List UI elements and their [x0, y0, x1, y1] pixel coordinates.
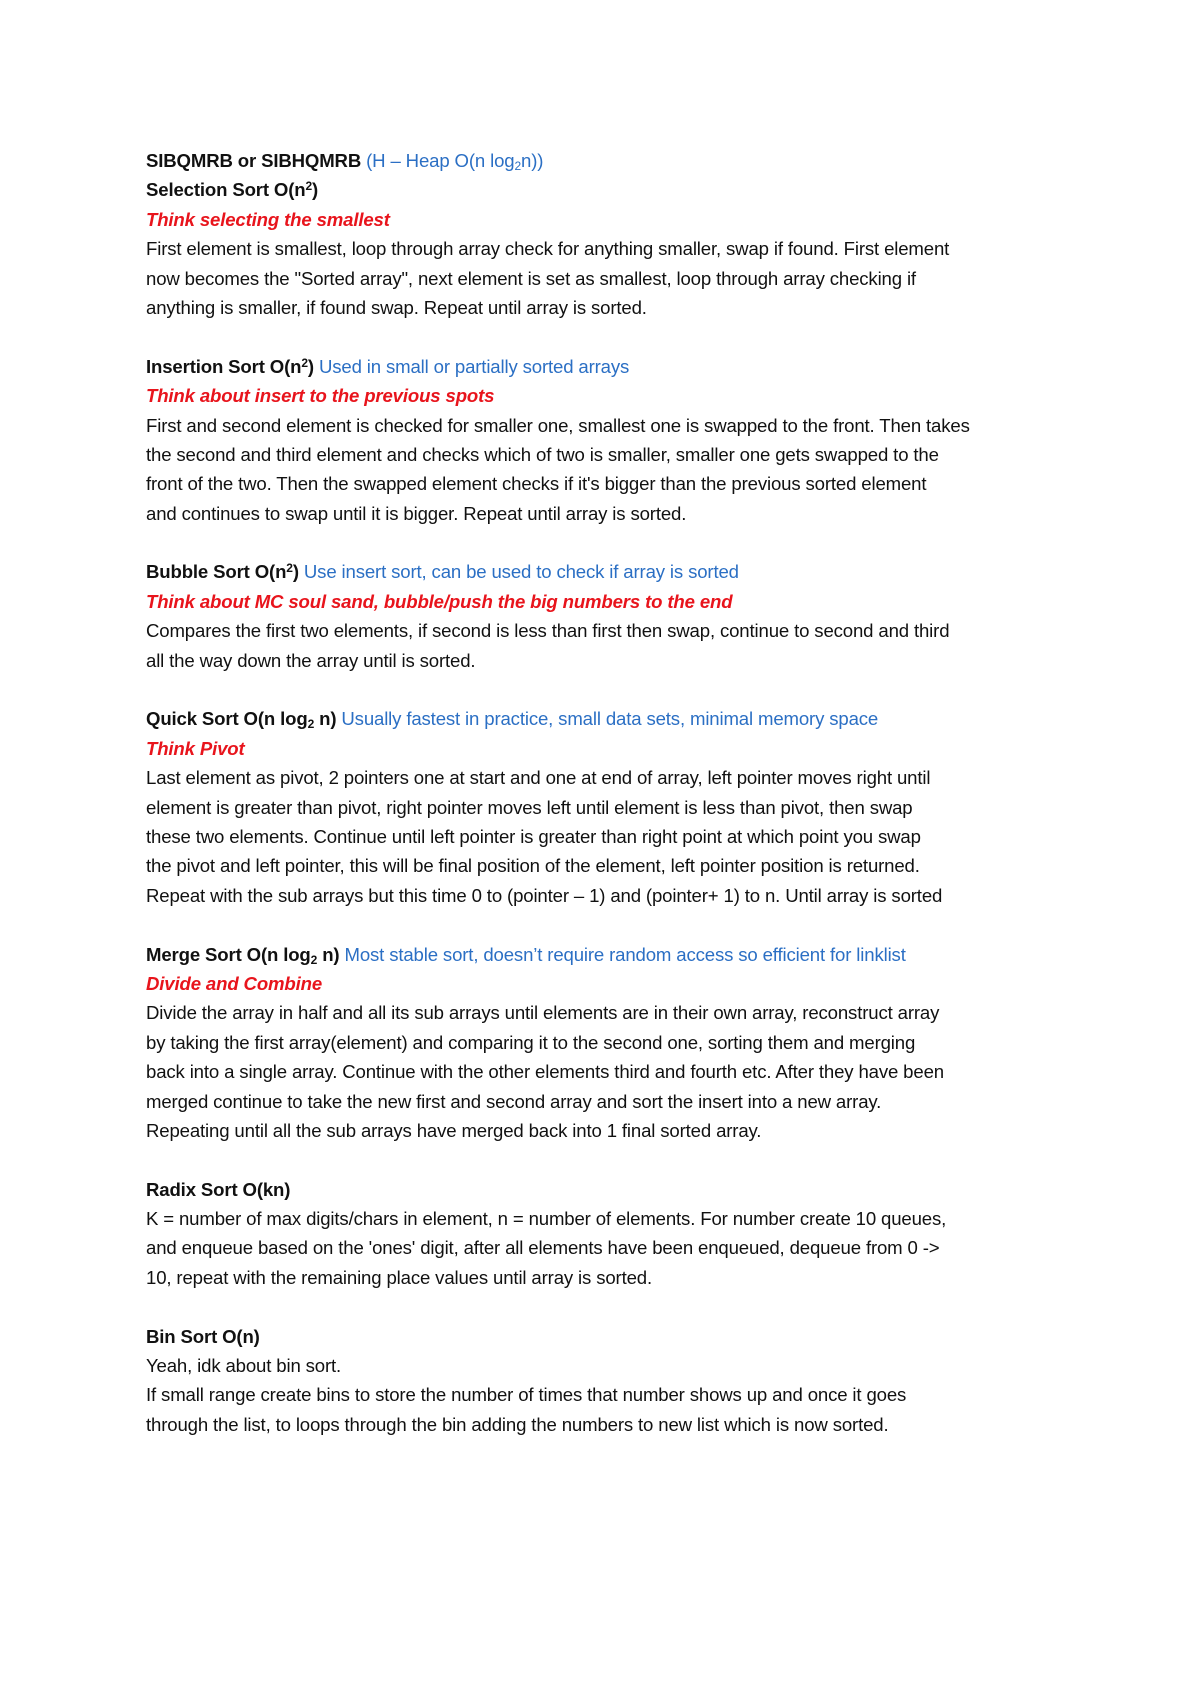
bubble-title-prefix: Bubble Sort O(n [146, 561, 287, 583]
merge-title-sub: 2 [310, 952, 318, 967]
spacer [146, 1145, 1086, 1174]
selection-sort-title [146, 175, 1086, 204]
merge-sort-title [146, 944, 339, 965]
radix-body-line: K = number of max digits/chars in element, n = number of elements. For number create 10 queues, [146, 1208, 947, 1230]
bubble-title-suffix: ) [292, 561, 299, 583]
spacer [146, 910, 1086, 939]
merge-body-line: by taking the first array(element) and comparing it to the second one, sorting them and merging [146, 1031, 916, 1053]
insertion-sort-title [146, 356, 314, 377]
spacer [146, 322, 1086, 351]
quick-sort-heading [146, 704, 1086, 733]
radix-body-line: and enqueue based on the 'ones' digit, after all elements have been enqueued, dequeue from 0 -> [146, 1237, 940, 1259]
insertion-sort-heading [146, 352, 1086, 381]
heap-note-sub: 2 [514, 159, 522, 173]
spacer [146, 675, 1086, 704]
insertion-title-prefix: Insertion Sort O(n [146, 355, 302, 377]
bin-body-line: Yeah, idk about bin sort. [146, 1355, 342, 1377]
insertion-title-sup: 2 [301, 355, 308, 370]
selection-body-line: anything is smaller, if found swap. Repeat until array is sorted. [146, 296, 647, 318]
insertion-body-line: the second and third element and checks which of two is smaller, smaller one gets swapped to the [146, 443, 939, 465]
heap-note-suffix: n)) [521, 150, 544, 171]
bubble-sort-heading [146, 557, 1086, 586]
bubble-body-line: Compares the first two elements, if second is less than first then swap, continue to second and third [146, 620, 950, 642]
merge-title-suffix: n) [317, 943, 340, 965]
quick-body-line: these two elements. Continue until left pointer is greater than right point at which point you swap [146, 825, 921, 847]
insertion-body-line: First and second element is checked for smaller one, smallest one is swapped to the front. Then takes [146, 414, 970, 436]
selection-body-line: First element is smallest, loop through array check for anything smaller, swap if found. First element [146, 238, 950, 260]
mnemonic-text: SIBQMRB or SIBHQMRB [146, 150, 362, 171]
bubble-sort-title [146, 561, 299, 582]
merge-title-prefix: Merge Sort O(n log [146, 943, 311, 965]
merge-sort-heading [146, 940, 1086, 969]
selection-title-prefix: Selection Sort O(n [146, 179, 306, 201]
insertion-body-line: front of the two. Then the swapped element checks if it's bigger than the previous sorted element [146, 473, 927, 495]
bubble-sort-note: Use insert sort, can be used to check if array is sorted [303, 561, 739, 583]
quick-body-line: element is greater than pivot, right pointer moves left until element is less than pivot, then swap [146, 796, 913, 818]
selection-sort-hint: Think selecting the smallest [146, 208, 390, 230]
quick-title-sub: 2 [307, 717, 315, 732]
merge-body-line: Divide the array in half and all its sub arrays until elements are in their own array, reconstruct array [146, 1002, 940, 1024]
bin-body-line: If small range create bins to store the number of times that number shows up and once it goes [146, 1384, 907, 1406]
heap-note [366, 150, 543, 171]
quick-title-prefix: Quick Sort O(n log [146, 708, 308, 730]
quick-sort-note: Usually fastest in practice, small data sets, minimal memory space [341, 708, 879, 730]
selection-title-sup: 2 [305, 179, 313, 194]
bubble-body-line: all the way down the array until is sorted. [146, 649, 476, 671]
bin-body-line: through the list, to loops through the bin adding the numbers to new list which is now sorted. [146, 1413, 889, 1435]
radix-sort-title: Radix Sort O(kn) [146, 1178, 291, 1200]
merge-body-line: merged continue to take the new first and second array and sort the insert into a new array. [146, 1090, 882, 1112]
quick-sort-title [146, 708, 337, 732]
merge-body-line: Repeating until all the sub arrays have merged back into 1 final sorted array. [146, 1119, 762, 1141]
bin-sort-title: Bin Sort O(n) [146, 1325, 260, 1347]
insertion-sort-hint: Think about insert to the previous spots [146, 385, 495, 407]
insertion-sort-note: Used in small or partially sorted arrays [318, 355, 630, 377]
merge-sort-hint: Divide and Combine [146, 972, 323, 994]
quick-body-line: Last element as pivot, 2 pointers one at start and one at end of array, left pointer moves right until [146, 767, 931, 789]
selection-title-suffix: ) [312, 179, 319, 201]
quick-body-line: Repeat with the sub arrays but this time 0 to (pointer – 1) and (pointer+ 1) to n. Until array is sorted [146, 884, 943, 906]
quick-sort-hint: Think Pivot [146, 737, 245, 759]
heap-note-prefix: (H – Heap O(n log [366, 150, 515, 171]
insertion-title-suffix: ) [307, 355, 314, 377]
merge-sort-note: Most stable sort, doesn’t require random access so efficient for linklist [344, 943, 906, 965]
insertion-body-line: and continues to swap until it is bigger. Repeat until array is sorted. [146, 502, 687, 524]
spacer [146, 528, 1086, 557]
mnemonic-heading [146, 146, 1086, 175]
bubble-sort-hint: Think about MC soul sand, bubble/push the big numbers to the end [146, 590, 733, 612]
quick-body-line: the pivot and left pointer, this will be final position of the element, left pointer position is returned. [146, 855, 920, 877]
selection-body-line: now becomes the "Sorted array", next element is set as smallest, loop through array checking if [146, 267, 916, 289]
bubble-title-sup: 2 [286, 561, 293, 576]
quick-title-suffix: n) [314, 708, 337, 730]
merge-body-line: back into a single array. Continue with the other elements third and fourth etc. After they have been [146, 1061, 944, 1083]
document-content [146, 146, 1086, 1439]
radix-body-line: 10, repeat with the remaining place values until array is sorted. [146, 1266, 652, 1288]
spacer [146, 1292, 1086, 1321]
